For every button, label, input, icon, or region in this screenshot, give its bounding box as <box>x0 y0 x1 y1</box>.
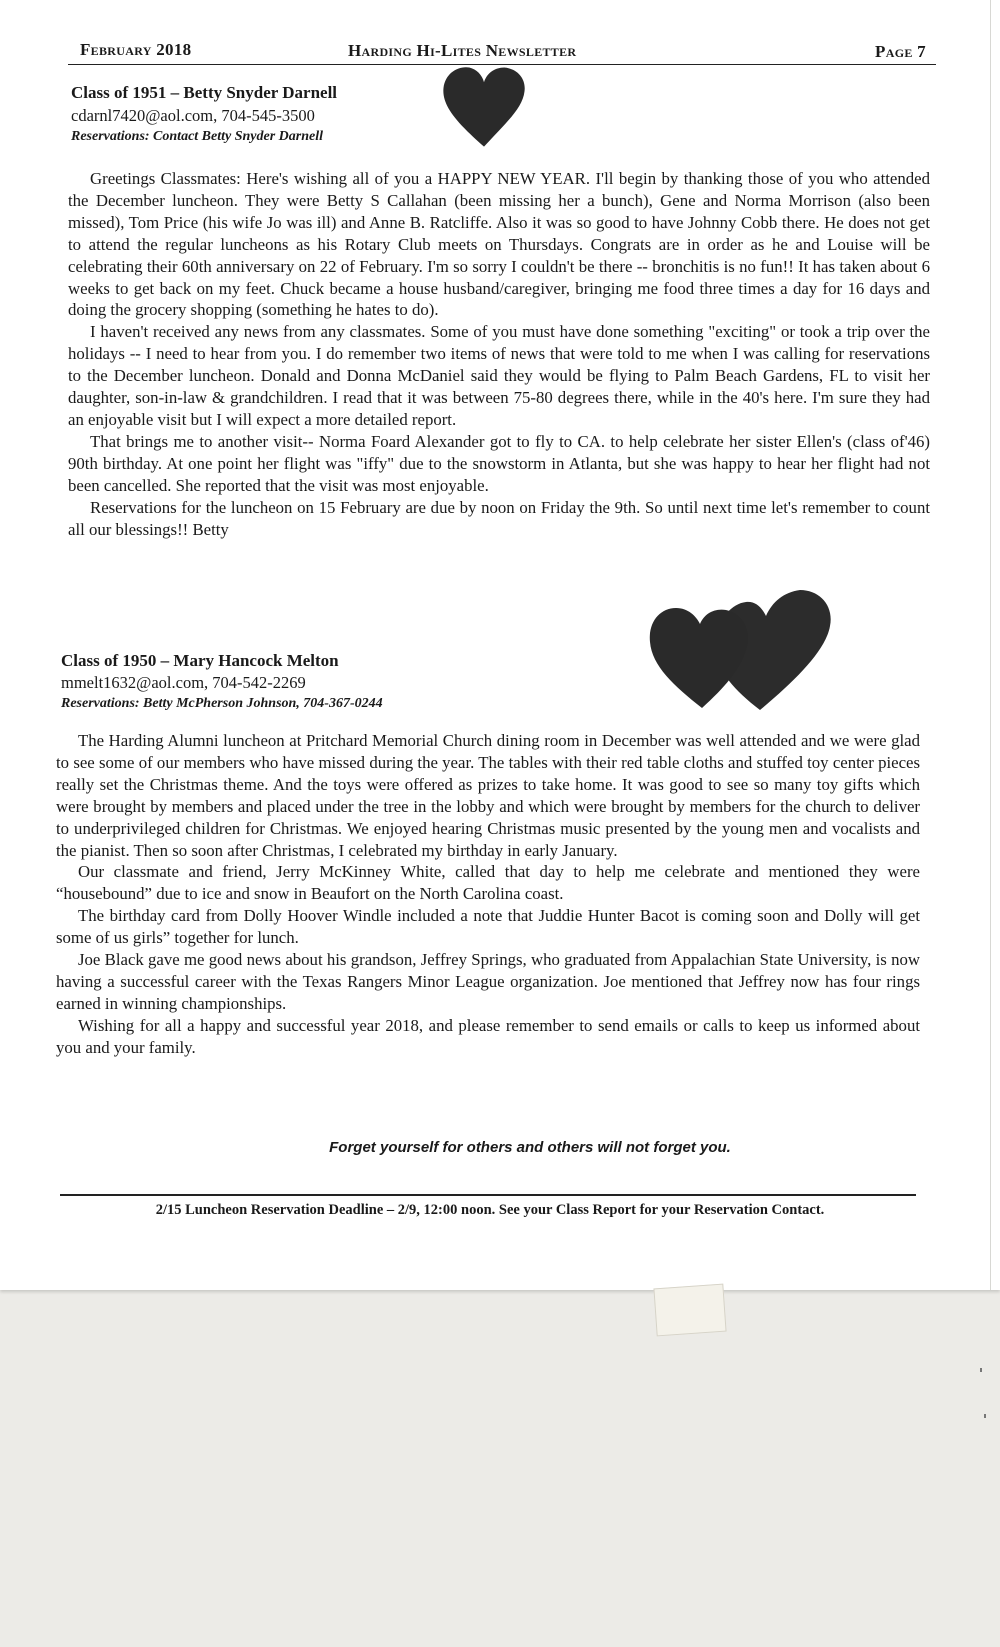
header-date: February 2018 <box>80 40 192 59</box>
class-1950-paragraph: The Harding Alumni luncheon at Pritchard Memorial Church dining room in December was well attended and we were glad to see some of our members who have missed during the year. The tables with their red table cloths and stuffed toy center pieces really set the Christmas theme. And the toys were offered as prizes to take home. It was good to see so many toy gifts which were brought by members and placed under the tree in the lobby and which were brought by members for the church to deliver to underprivileged children for Christmas. We enjoyed hearing Christmas music presented by the young men and vocalists and the pianist. Then so soon after Christmas, I celebrated my birthday in early January. <box>56 731 920 860</box>
footer-deadline-note: 2/15 Luncheon Reservation Deadline – 2/9, 12:00 noon. See your Class Report for your Reservation Contact. <box>155 1202 825 1218</box>
class-1950-reservations: Reservations: Betty McPherson Johnson, 704-367-0244 <box>61 696 383 711</box>
scan-speck <box>980 1368 982 1372</box>
page-header <box>68 38 936 65</box>
class-1951-paragraph: I haven't received any news from any classmates. Some of you must have done something "exciting" or took a trip over the holidays -- I need to hear from you. I do remember two items of news that were told to me when I was calling for reservations to the December luncheon. Donald and Donna McDaniel said they would be flying to Palm Beach Gardens, FL to visit her daughter, son-in-law & grandchildren. I read that it was between 75-80 degrees there, while in the 40's here. I'm sure they had an enjoyable visit but I will expect a more detailed report. <box>68 322 930 429</box>
class-1951-contact: cdarnl7420@aol.com, 704-545-3500 <box>71 106 315 125</box>
scan-speck <box>984 1414 986 1418</box>
class-1951-reservations: Reservations: Contact Betty Snyder Darnell <box>71 129 323 144</box>
double-heart-icon <box>648 584 838 716</box>
class-1950-paragraph: Wishing for all a happy and successful year 2018, and please remember to send emails or calls to keep us informed about you and your family. <box>56 1015 920 1057</box>
header-title: Harding Hi-Lites Newsletter <box>348 41 577 60</box>
class-1951-paragraph: Greetings Classmates: Here's wishing all of you a HAPPY NEW YEAR. I'll begin by thanking those of you who attended the December luncheon. They were Betty S Callahan (been missing her a bunch), Gene and Norma Morrison (also been missed), Tom Price (his wife Jo was ill) and Anne B. Ratcliffe. Also it was so good to have Johnny Cobb there. He does not get to attend the regular luncheons as his Rotary Club meets on Thursdays. Congrats are in order as he and Louise will be celebrating their 60th anniversary on 22 of February. I'm so sorry I couldn't be there -- bronchitis is no fun!! It has taken about 6 weeks to get back on my feet. Chuck became a house husband/caregiver, bringing me food three times a day for 16 days and doing the grocery shopping (something he hates to do). <box>68 169 930 320</box>
header-page-number: Page 7 <box>875 42 926 61</box>
class-1950-paragraph: The birthday card from Dolly Hoover Windle included a note that Juddie Hunter Bacot is coming soon and Dolly will get some of us girls” together for lunch. <box>56 906 920 948</box>
class-1950-title: Class of 1950 – Mary Hancock Melton <box>61 651 339 670</box>
motto-quote: Forget yourself for others and others will not forget you. <box>329 1139 731 1156</box>
heart-icon <box>438 62 530 154</box>
class-1951-paragraph: That brings me to another visit-- Norma Foard Alexander got to fly to CA. to help celebrate her sister Ellen's (class of'46) 90th birthday. At one point her flight was "iffy" due to the snowstorm in Atlanta, but she was happy to hear her flight had not been cancelled. She reported that the visit was most enjoyable. <box>68 431 930 495</box>
class-1951-title: Class of 1951 – Betty Snyder Darnell <box>71 83 338 102</box>
class-1950-body <box>56 730 920 1059</box>
class-1950-paragraph: Our classmate and friend, Jerry McKinney White, called that day to help me celebrate and mentioned they were “housebound” due to ice and snow in Beaufort on the North Carolina coast. <box>56 862 920 904</box>
class-1950-contact: mmelt1632@aol.com, 704-542-2269 <box>61 673 306 692</box>
class-1950-paragraph: Joe Black gave me good news about his grandson, Jeffrey Springs, who graduated from Appalachian State University, is now having a successful career with the Texas Rangers Minor League organization. Joe mentioned that Jeffrey now has four rings earned in winning championships. <box>56 950 920 1013</box>
class-1951-body <box>68 168 930 540</box>
tape-strip <box>653 1284 726 1337</box>
page-edge <box>990 0 991 1290</box>
class-1951-paragraph: Reservations for the luncheon on 15 February are due by noon on Friday the 9th. So until next time let's remember to count all our blessings!! Betty <box>68 497 930 539</box>
footer-divider <box>60 1194 916 1196</box>
